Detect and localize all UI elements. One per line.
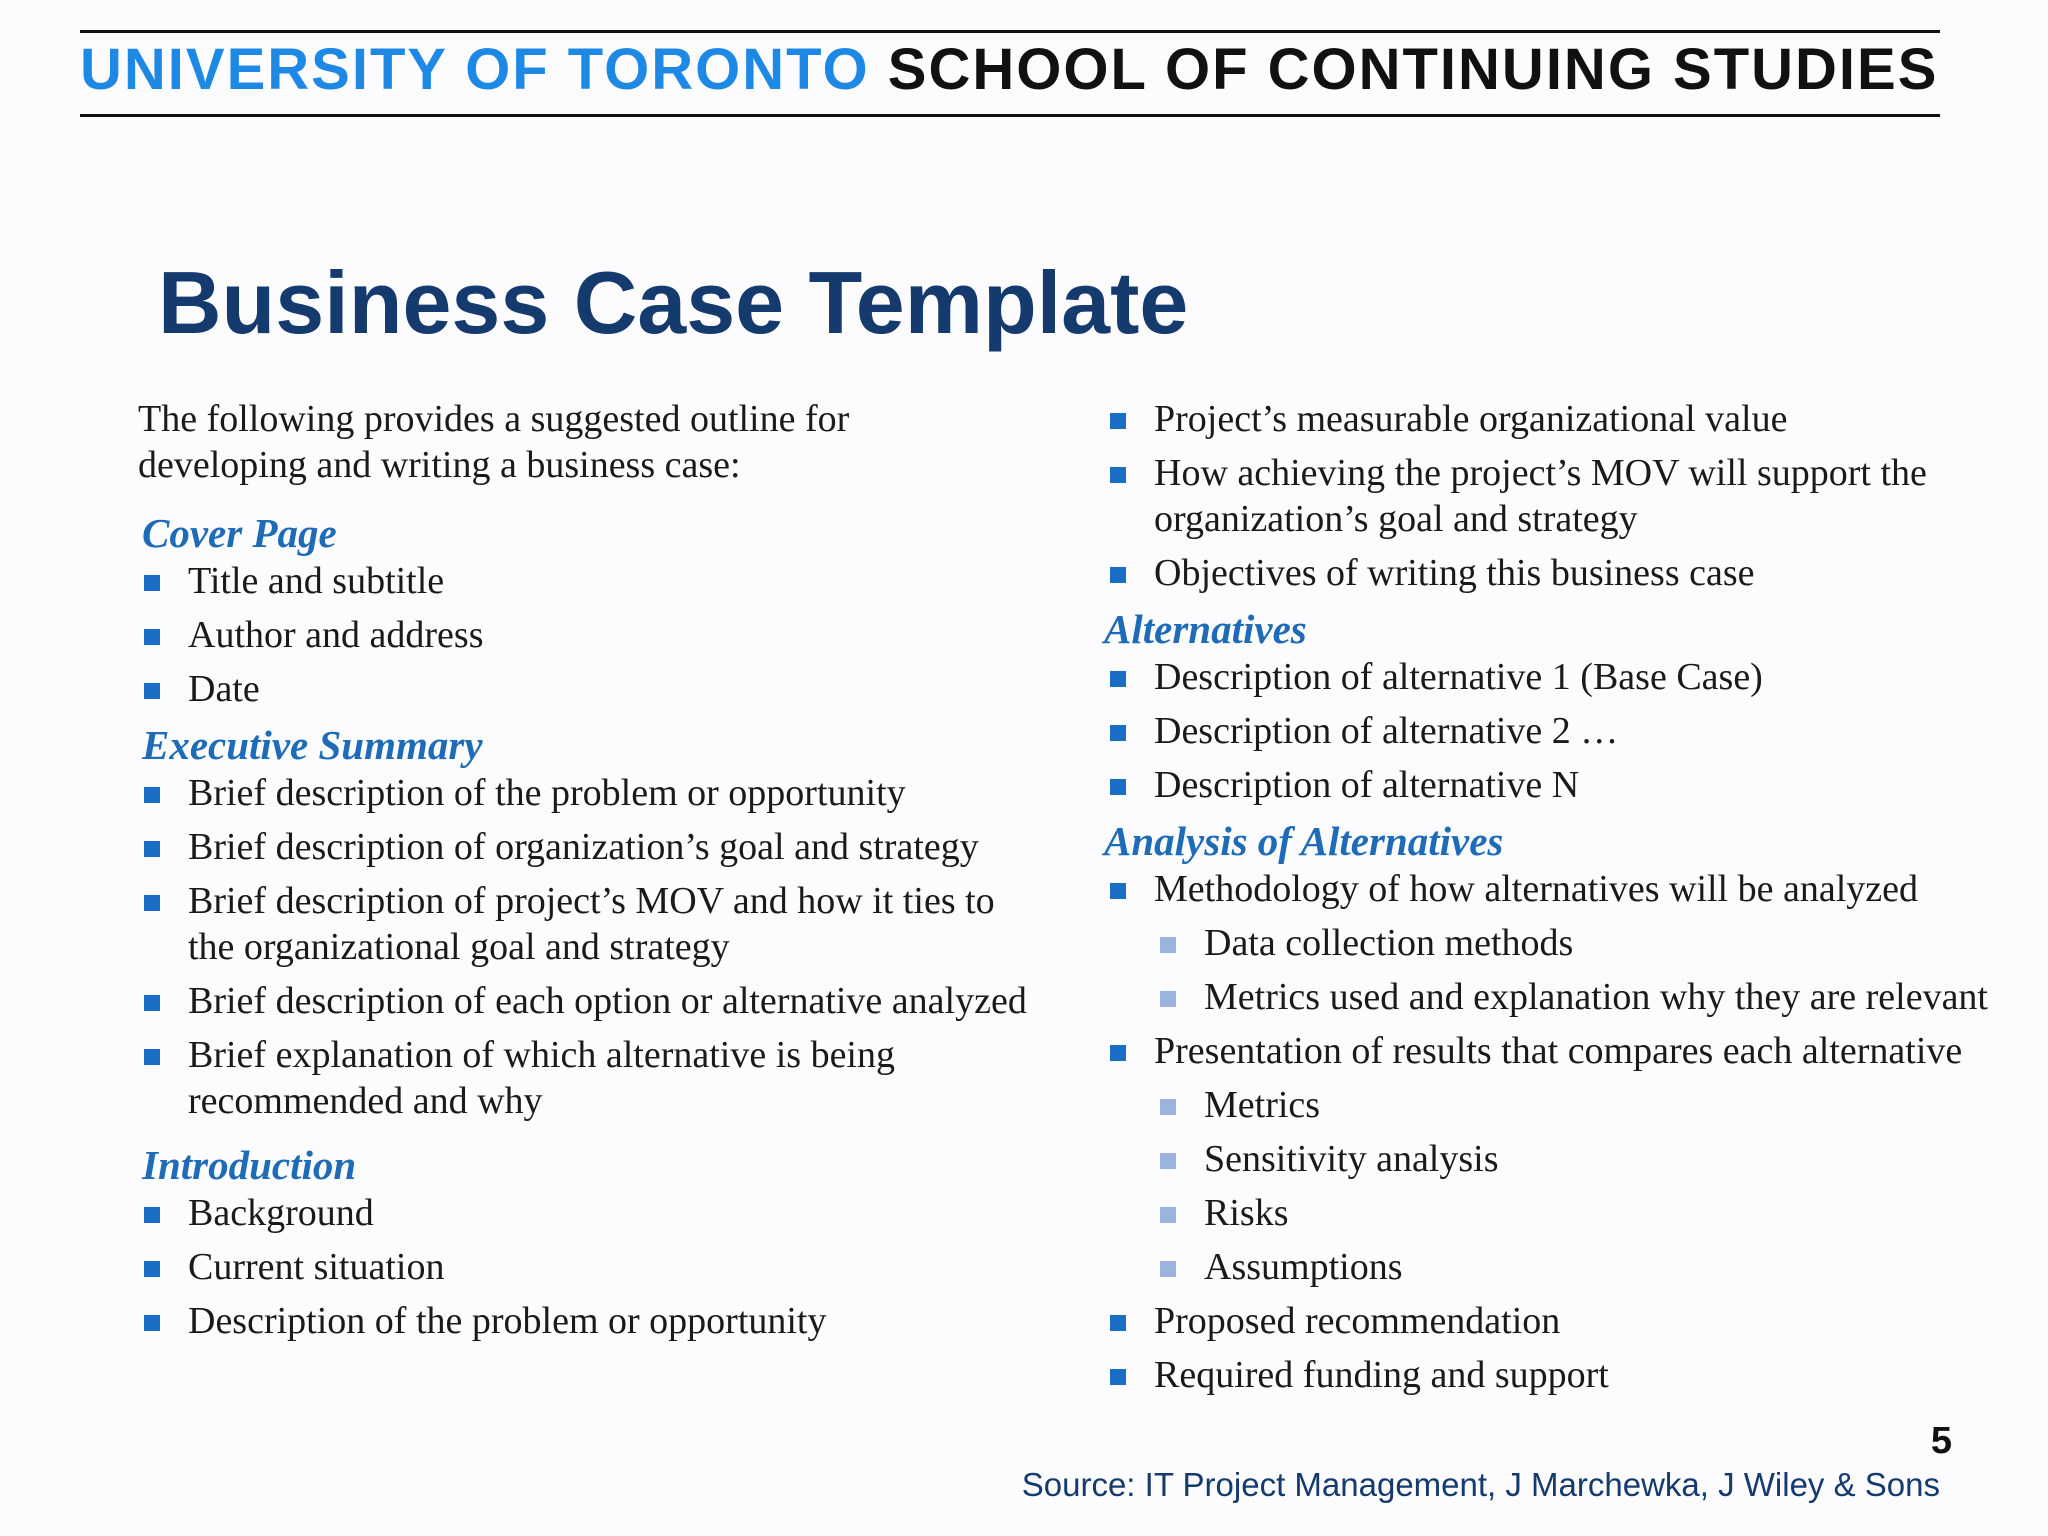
list-item-label: Description of alternative 1 (Base Case): [1154, 656, 1763, 698]
section-heading-alternatives: Alternatives: [1104, 606, 1307, 652]
square-bullet-icon: [1110, 671, 1126, 687]
list-item-label: Metrics: [1204, 1084, 1321, 1126]
header-bottom-rule: [80, 114, 1940, 117]
square-bullet-icon: [1110, 883, 1126, 899]
header-banner: [80, 38, 1940, 102]
list-item-label: Sensitivity analysis: [1204, 1138, 1499, 1180]
list-item-label: Brief description of project’s MOV and how it ties to the organizational goal and strategy: [188, 880, 995, 968]
list-item-label: Objectives of writing this business case: [1154, 552, 1755, 594]
square-bullet-icon: [144, 1049, 160, 1065]
list-item-label: Required funding and support: [1154, 1354, 1609, 1396]
executive-summary-list: [138, 770, 1038, 1124]
sub-list-item: [1104, 1082, 2034, 1128]
square-bullet-icon: [144, 575, 160, 591]
square-bullet-icon: [1160, 1153, 1176, 1169]
list-item: [1104, 1298, 2034, 1344]
section-heading-cover-page: Cover Page: [142, 510, 337, 556]
list-item: [1104, 866, 2034, 912]
sub-list-item: [1104, 1136, 2034, 1182]
square-bullet-icon: [1110, 1369, 1126, 1385]
list-item-label: Assumptions: [1204, 1246, 1403, 1288]
square-bullet-icon: [144, 629, 160, 645]
header-top-rule: [80, 30, 1940, 33]
square-bullet-icon: [1110, 467, 1126, 483]
list-item-label: Presentation of results that compares each alternative: [1154, 1030, 1963, 1072]
square-bullet-icon: [1160, 991, 1176, 1007]
list-item-label: Description of the problem or opportunity: [188, 1300, 827, 1342]
list-item: [138, 1298, 1038, 1344]
sub-list-item: [1104, 920, 2034, 966]
school-name: SCHOOL OF CONTINUING STUDIES: [887, 37, 1939, 102]
list-item-label: Brief explanation of which alternative is being recommended and why: [188, 1034, 895, 1122]
list-item-label: Title and subtitle: [188, 560, 445, 602]
intro-text: [138, 396, 1038, 488]
square-bullet-icon: [1160, 1207, 1176, 1223]
list-item: [138, 666, 1038, 712]
list-item: [138, 824, 1038, 870]
list-item-label: Metrics used and explanation why they are relevant: [1204, 976, 1988, 1018]
square-bullet-icon: [144, 1207, 160, 1223]
list-item: [138, 878, 1038, 970]
list-item: [1104, 1028, 2034, 1074]
section-heading-executive-summary: Executive Summary: [142, 722, 483, 768]
square-bullet-icon: [1110, 725, 1126, 741]
intro-line: The following provides a suggested outline for: [138, 398, 850, 440]
source-citation: Source: IT Project Management, J Marchewka, J Wiley & Sons: [1021, 1466, 1940, 1503]
square-bullet-icon: [144, 1315, 160, 1331]
list-item: [1104, 1352, 2034, 1398]
list-item-label: Risks: [1204, 1192, 1289, 1234]
list-item: [1104, 396, 2034, 442]
page-number: 5: [1930, 1420, 1952, 1462]
list-item-label: Methodology of how alternatives will be analyzed: [1154, 868, 1919, 910]
square-bullet-icon: [1110, 1315, 1126, 1331]
square-bullet-icon: [144, 895, 160, 911]
introduction-continued-list: [1104, 396, 2034, 596]
sub-list-item: [1104, 974, 2034, 1020]
list-item: [138, 1032, 1038, 1124]
list-item: [1104, 550, 2034, 596]
right-column: [1104, 384, 2034, 1406]
square-bullet-icon: [144, 841, 160, 857]
list-item-label: Description of alternative 2 …: [1154, 710, 1619, 752]
list-item-label: Background: [188, 1192, 374, 1234]
intro-line: developing and writing a business case:: [138, 444, 741, 486]
square-bullet-icon: [1110, 567, 1126, 583]
list-item: [1104, 654, 2034, 700]
list-item: [138, 558, 1038, 604]
square-bullet-icon: [1110, 779, 1126, 795]
square-bullet-icon: [1110, 1045, 1126, 1061]
list-item: [1104, 762, 2034, 808]
list-item-label: Proposed recommendation: [1154, 1300, 1561, 1342]
square-bullet-icon: [144, 787, 160, 803]
cover-page-list: [138, 558, 1038, 712]
square-bullet-icon: [1110, 413, 1126, 429]
list-item: [138, 978, 1038, 1024]
list-item-label: Author and address: [188, 614, 484, 656]
list-item-label: How achieving the project’s MOV will support the organization’s goal and strategy: [1154, 452, 1927, 540]
institution-name: UNIVERSITY OF TORONTO: [80, 37, 870, 102]
list-item: [138, 1190, 1038, 1236]
section-heading-introduction: Introduction: [142, 1142, 357, 1188]
introduction-list: [138, 1190, 1038, 1344]
page-title: Business Case Template: [158, 253, 1189, 352]
list-item-label: Brief description of the problem or opportunity: [188, 772, 906, 814]
list-item: [1104, 450, 2034, 542]
sub-list-item: [1104, 1190, 2034, 1236]
section-heading-analysis-of-alternatives: Analysis of Alternatives: [1104, 818, 1504, 864]
square-bullet-icon: [1160, 1261, 1176, 1277]
list-item: [1104, 708, 2034, 754]
list-item-label: Brief description of organization’s goal and strategy: [188, 826, 979, 868]
list-item: [138, 770, 1038, 816]
list-item-label: Data collection methods: [1204, 922, 1574, 964]
list-item: [138, 612, 1038, 658]
square-bullet-icon: [1160, 1099, 1176, 1115]
analysis-list: [1104, 866, 2034, 1398]
list-item: [138, 1244, 1038, 1290]
list-item-label: Project’s measurable organizational value: [1154, 398, 1788, 440]
square-bullet-icon: [144, 683, 160, 699]
list-item-label: Current situation: [188, 1246, 445, 1288]
square-bullet-icon: [1160, 937, 1176, 953]
left-column: [138, 384, 1038, 1352]
list-item-label: Brief description of each option or alternative analyzed: [188, 980, 1027, 1022]
list-item-label: Description of alternative N: [1154, 764, 1580, 806]
alternatives-list: [1104, 654, 2034, 808]
square-bullet-icon: [144, 1261, 160, 1277]
square-bullet-icon: [144, 995, 160, 1011]
list-item-label: Date: [188, 668, 260, 710]
sub-list-item: [1104, 1244, 2034, 1290]
